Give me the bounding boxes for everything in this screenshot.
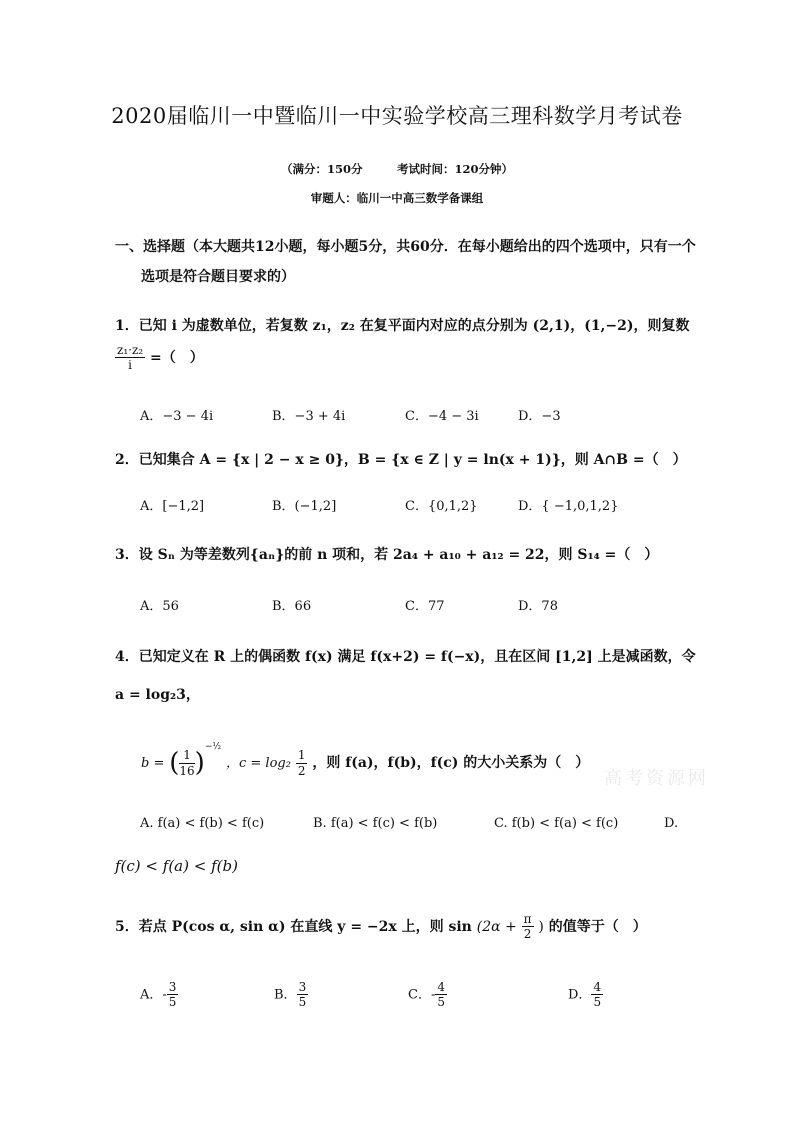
q4-c-num: 1 [297,748,306,763]
q5-option-d [568,980,603,1010]
q5-option-b-label: B． [274,987,297,1003]
q4-c-fraction [296,748,308,778]
q4-paren-right: ) [194,748,205,778]
q5-option-a [140,980,178,1010]
q5-option-c-sign: - [430,987,436,1003]
exam-meta: （满分：150分 考试时间：120分钟） [280,162,513,176]
q2-option-b: B．(−1,2] [272,499,337,514]
q4-paren-left: ( [169,748,180,778]
q3-option-c: C．77 [405,599,445,614]
q5-option-b [274,980,308,1010]
q5-a-den: 5 [168,995,177,1010]
q5-option-b-fraction [297,980,309,1010]
section-heading-cont: 选项是符合题目要求的） [141,269,295,285]
q5-option-a-fraction [167,980,179,1010]
q5-c-den: 5 [437,995,445,1010]
q4-b-exponent: −½ [204,742,222,752]
q1-option-c: C．−4 − 3i [405,409,479,424]
exam-title: 2020届临川一中暨临川一中实验学校高三理科数学月考试卷 [111,104,683,128]
q5-pi-num: π [523,912,532,926]
question-4-stem-bc [141,742,589,778]
q1-stem-end: =（ ） [149,349,204,366]
question-1-fraction-line [115,343,204,373]
q3-option-b: B．66 [272,599,312,614]
q5-paren-close: ) [538,918,544,935]
q4-b-prefix: b = [141,756,165,771]
q2-option-d: D．{ −1,0,1,2} [518,499,619,514]
q4-stem-end: ，则 f(a)，f(b)，f(c) 的大小关系为（ ） [312,755,590,771]
q1-option-b: B．−3 + 4i [272,409,346,424]
q4-option-b: B. f(a) < f(c) < f(b) [313,816,438,831]
q1-option-d: D．−3 [518,409,561,424]
q4-b-num: 1 [179,748,194,763]
question-1-stem: 1．已知 i 为虚数单位，若复数 z₁，z₂ 在复平面内对应的点分别为 (2,1)，(1,−2)，则复数 [115,318,690,334]
q5-option-d-fraction [591,980,603,1010]
question-3-stem: 3．设 Sₙ 为等差数列{aₙ}的前 n 项和，若 2a₄ + a₁₀ + a₁₂ = 22，则 S₁₄ =（ ） [115,547,659,563]
q5-b-den: 5 [298,995,307,1010]
q4-c-den: 2 [297,763,306,778]
q5-a-num: 3 [168,980,177,994]
section-heading: 一、选择题（本大题共12小题，每小题5分，共60分．在每小题给出的四个选项中，只有一个 [115,239,696,255]
q4-b-fraction [179,748,194,778]
q2-option-a: A．[−1,2] [140,499,205,514]
q5-paren-open: (2α + [476,918,517,935]
q4-b-den: 16 [179,763,195,778]
q4-option-c: C. f(b) < f(a) < f(c) [494,816,619,831]
q3-option-a: A．56 [140,599,179,614]
q1-fraction [115,343,145,373]
q4-c-part: ，c = log₂ [225,756,291,771]
q5-option-c-fraction [435,980,447,1010]
q5-pi-den: 2 [523,927,532,942]
q5-d-den: 5 [593,995,602,1010]
q1-frac-den: i [128,358,132,373]
q5-option-a-label: A． [140,987,163,1003]
q5-option-a-sign: - [162,987,167,1003]
question-2-stem: 2．已知集合 A = {x | 2 − x ≥ 0}，B = {x ∈ Z | y = ln(x + 1)}，则 A∩B =（ ） [115,452,687,468]
q3-option-d: D．78 [518,599,558,614]
q2-option-c: C．{0,1,2} [405,499,478,514]
q5-option-d-label: D． [568,987,592,1003]
q4-option-d: D. [664,816,679,831]
watermark: 高考资源网 [604,768,709,789]
q5-b-num: 3 [298,980,307,994]
exam-author: 审题人：临川一中高三数学备课组 [310,191,484,205]
q4-option-a: A. f(a) < f(b) < f(c) [140,816,265,831]
q5-option-c-label: C． [408,987,431,1003]
q5-d-num: 4 [593,980,602,994]
q4-option-d-cont: f(c) < f(a) < f(b) [115,857,238,875]
q5-option-c [408,980,447,1010]
q5-c-num: 4 [437,980,445,994]
q5-pi-fraction [522,912,534,942]
q1-option-a: A．−3 − 4i [140,409,214,424]
question-5-stem [115,912,647,942]
q5-stem-end: 的值等于（ ） [548,918,647,935]
q5-stem-start: 5．若点 P(cos α, sin α) 在直线 y = −2x 上，则 sin [115,918,472,935]
question-4-stem: 4．已知定义在 R 上的偶函数 f(x) 满足 f(x+2) = f(−x)，且在区间 [1,2] 上是减函数，令 [115,649,696,665]
question-4-stem-a: a = log₂3， [115,687,200,703]
q1-frac-num: z₁·z₂ [117,343,144,357]
